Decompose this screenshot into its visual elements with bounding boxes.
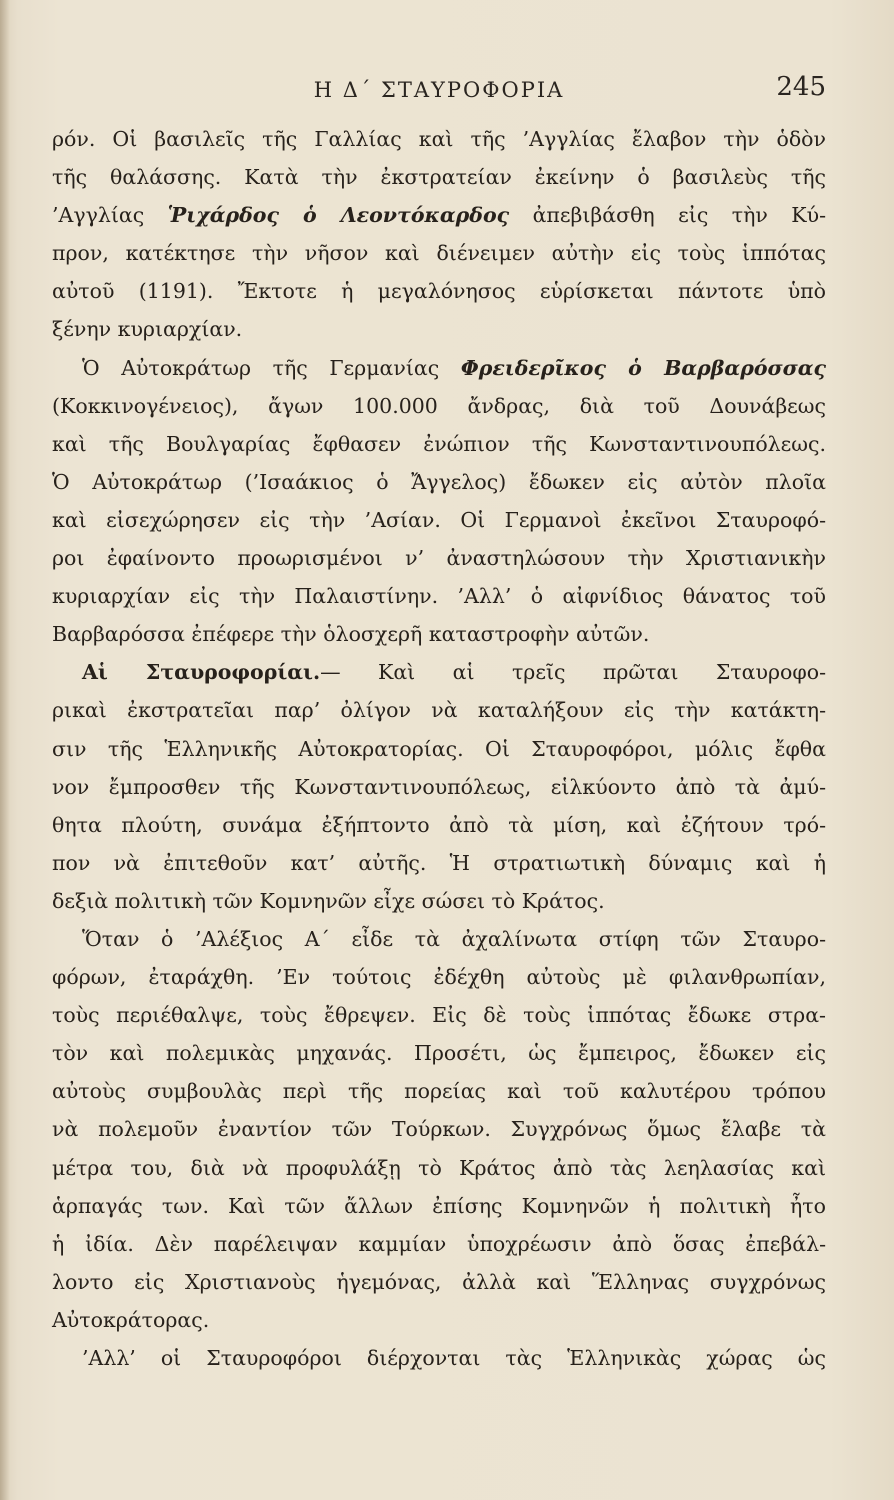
page-number: 245 — [776, 72, 826, 102]
text-line: φόρων, ἐταράχθη. ’Εν τούτοις ἐδέχθη αὐτοὺς μὲ φιλανθρωπίαν, — [52, 965, 826, 990]
text-line: Βαρβαρόσσα ἐπέφερε τὴν ὁλοσχερῆ καταστροφὴν αὐτῶν. — [52, 622, 650, 647]
text-line: ροι ἐφαίνοντο προωρισμένοι ν’ ἀναστηλώσουν τὴν Χριστιανικὴν — [52, 546, 826, 571]
text-line: προν, κατέκτησε τὴν νῆσον καὶ διένειμεν αὐτὴν εἰς τοὺς ἱππότας — [52, 241, 826, 266]
text-run: Ὁ Αὐτοκράτωρ τῆς Γερμανίας — [82, 355, 461, 380]
text-line: μέτρα του, διὰ νὰ προφυλάξῃ τὸ Κράτος ἀπὸ τὰς λεηλασίας καὶ — [52, 1155, 826, 1180]
body-text — [52, 120, 826, 1377]
text-line: τοὺς περιέθαλψε, τοὺς ἔθρεψεν. Εἰς δὲ τοὺς ἱππότας ἔδωκε στρα- — [52, 1003, 826, 1028]
text-line: τὸν καὶ πολεμικὰς μηχανάς. Προσέτι, ὡς ἔμπειρος, ἔδωκεν εἰς — [52, 1041, 826, 1066]
text-line — [52, 349, 826, 387]
text-line: πον νὰ ἐπιτεθοῦν κατ’ αὐτῆς. Ἡ στρατιωτικὴ δύναμις καὶ ἡ — [52, 850, 826, 875]
text-line: ξένην κυριαρχίαν. — [52, 317, 243, 342]
text-line: καὶ τῆς Βουλγαρίας ἔφθασεν ἐνώπιον τῆς Κωνσταντινουπόλεως. — [52, 431, 826, 456]
text-line: ρόν. Οἱ βασιλεῖς τῆς Γαλλίας καὶ τῆς ’Αγγλίας ἔλαβον τὴν ὁδὸν — [52, 127, 826, 151]
text-run: ’Αγγλίας — [52, 203, 168, 228]
text-line: δεξιὰ πολιτικὴ τῶν Κομνηνῶν εἶχε σώσει τὸ Κράτος. — [52, 888, 605, 913]
text-line: (Κοκκινογένειος), ἄγων 100.000 ἄνδρας, διὰ τοῦ Δουνάβεως — [52, 393, 826, 418]
text-line: Ὁ Αὐτοκράτωρ (’Ισαάκιος ὁ Ἄγγελος) ἔδωκεν εἰς αὐτὸν πλοῖα — [52, 469, 826, 494]
text-line: λοντο εἰς Χριστιανοὺς ἡγεμόνας, ἀλλὰ καὶ Ἕλληνας συγχρόνως — [52, 1269, 826, 1294]
page-header — [52, 72, 826, 108]
text-line: ἡ ἰδία. Δὲν παρέλειψαν καμμίαν ὑποχρέωσιν ἀπὸ ὅσας ἐπεβάλ- — [52, 1231, 826, 1256]
text-line: σιν τῆς Ἑλληνικῆς Αὐτοκρατορίας. Οἱ Σταυροφόροι, μόλις ἔφθα — [52, 736, 826, 761]
text-line: ρικαὶ ἐκστρατεῖαι παρ’ ὀλίγον νὰ καταλήξουν εἰς τὴν κατάκτη- — [52, 698, 826, 723]
binding-shadow — [0, 0, 10, 1500]
text-line: θητα πλούτη, συνάμα ἐξήπτοντο ἀπὸ τὰ μίση, καὶ ἐζήτουν τρό- — [52, 812, 826, 837]
text-line: ἁρπαγάς των. Καὶ τῶν ἄλλων ἐπίσης Κομνηνῶν ἡ πολιτικὴ ἦτο — [52, 1193, 826, 1218]
text-line: νὰ πολεμοῦν ἐναντίον τῶν Τούρκων. Συγχρόνως ὅμως ἔλαβε τὰ — [52, 1117, 826, 1142]
text-line: Ὅταν ὁ ’Αλέξιος Α΄ εἶδε τὰ ἀχαλίνωτα στίφη τῶν Σταυρο- — [82, 926, 826, 951]
running-head: Η Δ΄ ΣΤΑΥΡΟΦΟΡΙΑ — [313, 78, 565, 102]
text-line: κυριαρχίαν εἰς τὴν Παλαιστίνην. ’Αλλ’ ὁ αἰφνίδιος θάνατος τοῦ — [52, 584, 826, 609]
text-line: αὐτοῦ (1191). Ἔκτοτε ἡ μεγαλόνησος εὑρίσκεται πάντοτε ὑπὸ — [52, 279, 826, 304]
text-line: καὶ εἰσεχώρησεν εἰς τὴν ’Ασίαν. Οἱ Γερμανοὶ ἐκεῖνοι Σταυροφό- — [52, 507, 826, 532]
text-line — [52, 653, 826, 691]
emphasized-name: Φρειδερῖκος ὁ Βαρβαρόσσας — [460, 355, 826, 380]
text-line: αὐτοὺς συμβουλὰς περὶ τῆς πορείας καὶ τοῦ καλυτέρου τρόπου — [52, 1079, 826, 1104]
text-line: ’Αλλ’ οἱ Σταυροφόροι διέρχονται τὰς Ἑλληνικὰς χώρας ὡς — [82, 1346, 826, 1370]
text-line: νον ἔμπροσθεν τῆς Κωνσταντινουπόλεως, εἱλκύοντο ἀπὸ τὰ ἀμύ- — [52, 774, 826, 799]
section-heading: Αἱ Σταυροφορίαι. — [82, 660, 321, 685]
emphasized-name: Ῥιχάρδος ὁ Λεοντόκαρδος — [167, 203, 510, 228]
text-line: τῆς θαλάσσης. Κατὰ τὴν ἐκστρατείαν ἐκείνην ὁ βασιλεὺς τῆς — [52, 165, 826, 190]
text-run: — Καὶ αἱ τρεῖς πρῶται Σταυροφο- — [320, 660, 826, 685]
text-run: ἀπεβιβάσθη εἰς τὴν Κύ- — [509, 203, 826, 228]
text-line: Αὐτοκράτορας. — [52, 1307, 210, 1332]
text-line — [52, 196, 826, 234]
